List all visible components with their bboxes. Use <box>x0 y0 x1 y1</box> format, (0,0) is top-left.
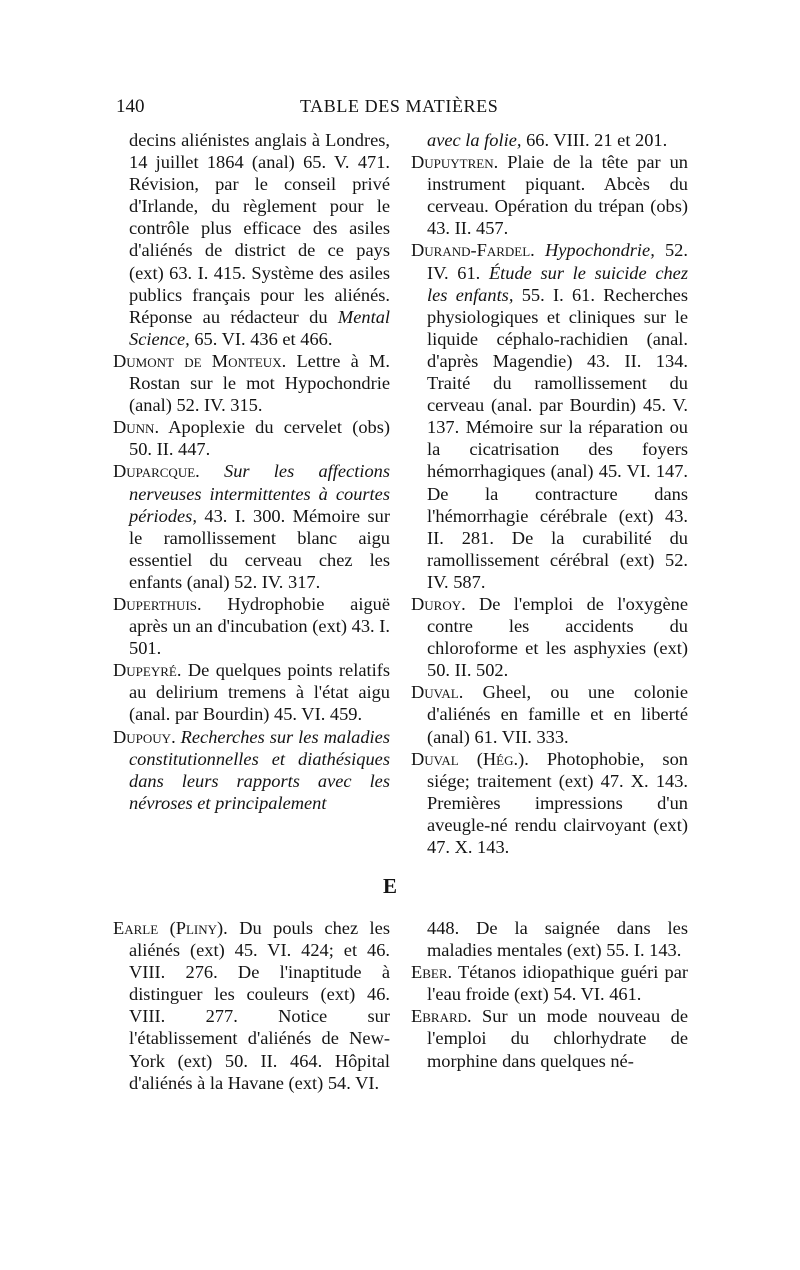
entry-author: Earle (Pliny). <box>113 918 228 938</box>
index-entry <box>411 593 688 681</box>
entry-reference: 52. IV. 61. <box>427 240 688 283</box>
column-top-left <box>113 129 390 814</box>
entry-title: Étude sur le suicide chez les enfants, <box>427 262 688 305</box>
entry-reference: 55. I. 61. Recherches physiologiques et cliniques sur le liquide céphalo-rachidien (anal. d'après Magendie) 43. II. 134. Traité du ramollissement du cerveau (anal. par Bourdin) 45. V. 137. Mémoire sur la réparation ou la cicatrisation des foyers hémorrhagiques (anal) 45. VI. 147. De la contracture dans l'hémorrhagie cérébrale (ext) 43. II. 281. De la curabilité du ramollissement cérébral (ext) 52. IV. 587. <box>427 284 688 592</box>
entry-author: Dupeyré. <box>113 660 182 681</box>
entry-author: Duval. <box>411 682 464 703</box>
index-entry <box>113 350 390 416</box>
index-entry <box>113 917 390 1094</box>
index-entry <box>411 129 688 151</box>
entry-author: Duroy. <box>411 593 466 614</box>
entry-author: Dupouy. <box>113 726 176 747</box>
index-entry <box>113 460 390 593</box>
page-number: 140 <box>116 96 145 117</box>
index-entry <box>113 726 390 814</box>
index-entry <box>411 1005 688 1071</box>
index-entry <box>411 151 688 239</box>
entry-text: Tétanos idiopathique guéri par l'eau froide (ext) 54. VI. 461. <box>427 962 689 1005</box>
index-entry <box>113 593 390 659</box>
index-entry <box>113 659 390 725</box>
index-entry <box>411 748 688 858</box>
entry-text: De l'emploi de l'oxygène contre les accidents du chloroforme et les asphyxies (ext) 50. II. 502. <box>427 593 688 681</box>
entry-author: Durand-Fardel. <box>411 240 535 261</box>
index-entry <box>113 129 390 350</box>
entry-text: Gheel, ou une colonie d'aliénés en famille et en liberté (anal) 61. VII. 333. <box>427 682 688 747</box>
entry-author: Duval (Hég.). <box>411 748 529 769</box>
running-head: TABLE DES MATIÈRES <box>300 96 499 116</box>
entry-author: Duparcque. <box>113 461 200 482</box>
entry-text: Photophobie, son siége; traitement (ext) 47. X. 143. Premières impressions d'un aveugle-né rendu clairvoyant (ext) 47. X. 143. <box>427 748 688 857</box>
column-bottom-left <box>113 917 390 1094</box>
entry-title: Sur les affections nerveuses intermittentes à courtes périodes, <box>129 461 390 526</box>
entry-text: Sur un mode nouveau de l'emploi du chlorhydrate de morphine dans quelques né- <box>427 1006 688 1071</box>
entry-text: Plaie de la tête par un instrument piquant. Abcès du cerveau. Opération du trépan (obs) 43. II. 457. <box>427 152 688 239</box>
entry-author: Ebrard. <box>411 1006 472 1027</box>
index-entry <box>113 416 390 460</box>
entry-author: Duperthuis. <box>113 593 202 614</box>
entry-author: Dumont de Monteux. <box>113 350 287 371</box>
entry-author: Dunn. <box>113 417 160 438</box>
index-entry <box>411 239 688 593</box>
entry-title: Recherches sur les maladies constitutionnelles et diathésiques dans leurs rapports avec les névroses et principalement <box>129 726 390 813</box>
entry-text: De quelques points relatifs au delirium tremens à l'état aigu (anal. par Bourdin) 45. VI. 459. <box>129 660 390 725</box>
column-top-right <box>411 129 688 858</box>
entry-author: Eber. <box>411 962 453 983</box>
entry-text: Du pouls chez les aliénés (ext) 45. VI. 424; et 46. VIII. 276. De l'inaptitude à distinguer les couleurs (ext) 46. VIII. 277. Notice sur l'établissement d'aliénés de New-York (ext) 50. II. 464. Hôpital d'aliénés à la Havane (ext) 54. VI. <box>129 918 390 1093</box>
entry-title: avec la folie, <box>427 130 522 150</box>
column-bottom-right <box>411 917 688 1072</box>
entry-title: Mental Science, <box>129 306 390 349</box>
entry-text: decins aliénistes anglais à Londres, 14 juillet 1864 (anal) 65. V. 471. Révision, par le conseil privé d'Irlande, du règlement pour le contrôle plus efficace des asiles d'aliénés de district de ce pays (ext) 63. I. 415. Système des asiles publics français pour les aliénés. Réponse au rédacteur du <box>129 130 390 327</box>
section-letter: E <box>383 874 398 898</box>
index-entry <box>411 961 688 1005</box>
entry-reference: 66. VIII. 21 et 201. <box>526 130 668 150</box>
entry-text: Hydrophobie aiguë après un an d'incubation (ext) 43. I. 501. <box>129 593 390 659</box>
entry-text: Apoplexie du cervelet (obs) 50. II. 447. <box>129 417 390 460</box>
entry-text: Lettre à M. Rostan sur le mot Hypochondrie (anal) 52. IV. 315. <box>129 350 390 416</box>
entry-author: Dupuytren. <box>411 152 499 173</box>
entry-title: Hypochondrie, <box>544 240 655 261</box>
index-entry <box>411 917 688 961</box>
entry-reference: 43. I. 300. Mémoire sur le ramollissement blanc aigu essentiel du cerveau chez les enfants (anal) 52. IV. 317. <box>129 505 390 592</box>
entry-reference: 65. VI. 436 et 466. <box>194 328 333 349</box>
index-entry <box>411 681 688 747</box>
entry-text: 448. De la saignée dans les maladies mentales (ext) 55. I. 143. <box>427 918 688 961</box>
